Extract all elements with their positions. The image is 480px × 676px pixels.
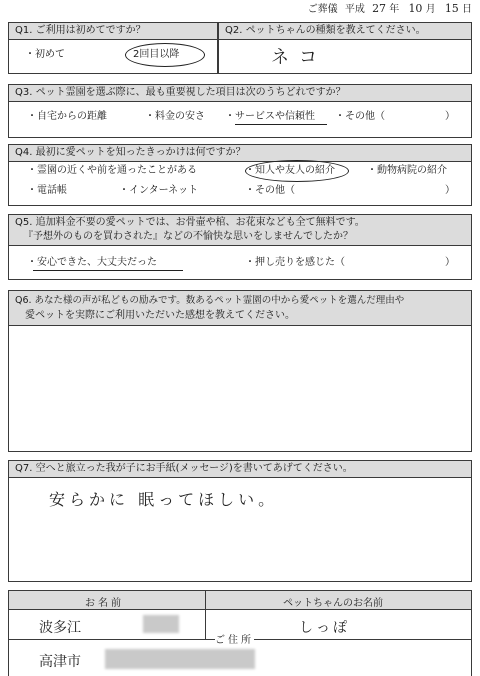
q4-box <box>8 144 472 206</box>
q6-label-line2: 愛ペットを実際にご利用いただいた感想を教えてください。 <box>25 310 295 321</box>
q1-box <box>8 22 218 74</box>
q2-box <box>218 22 472 74</box>
q1-selected-circle <box>125 43 205 67</box>
pet-name-value: しっぽ <box>299 620 350 636</box>
name-value: 波多江 <box>39 620 81 636</box>
date-month: 10 <box>408 2 423 15</box>
q4-option-internet[interactable]: ・インターネット <box>119 185 199 196</box>
footer-table <box>8 590 472 676</box>
q3-option-price[interactable]: ・料金の安さ <box>145 111 205 122</box>
q2-answer: ネコ <box>271 47 327 68</box>
q4-option-other[interactable]: ・その他（ <box>245 185 295 196</box>
q5-option-pushy-close: ） <box>445 257 455 268</box>
q4-option-vet[interactable]: ・動物病院の紹介 <box>367 165 447 176</box>
q1-option-repeat[interactable]: 2回目以降 <box>133 49 180 60</box>
footer-divider <box>205 591 206 639</box>
q3-option-other-close: ） <box>445 111 455 122</box>
q3-selected-underline <box>235 124 327 125</box>
q5-box <box>8 214 472 280</box>
q5-selected-underline <box>33 270 183 271</box>
address-value: 高津市 <box>39 654 81 670</box>
q7-label: Q7. 空へと旅立った我が子にお手紙(メッセージ)を書いてあげてください。 <box>15 463 353 474</box>
q6-label-line1: Q6. あなた様の声が私どもの励みです。数あるペット霊園の中から愛ペットを選んだ理由や <box>15 295 405 306</box>
q5-label-line2: 『予想外のものを買わされた』などの不愉快な思いをしませんでしたか？ <box>23 231 353 242</box>
name-redaction <box>143 615 179 633</box>
date-day: 15 <box>444 2 459 15</box>
q3-box <box>8 84 472 138</box>
q3-option-distance[interactable]: ・自宅からの距離 <box>27 111 107 122</box>
name-label: お名前 <box>85 598 124 609</box>
q3-option-service[interactable]: ・サービスや信頼性 <box>225 111 315 122</box>
q5-option-relieved[interactable]: ・安心できた、大丈夫だった <box>27 257 157 268</box>
q2-label: Q2. ペットちゃんの種類を教えてください。 <box>225 25 426 36</box>
footer-header <box>9 591 471 610</box>
q1-label: Q1. ご利用は初めてですか？ <box>15 25 146 36</box>
q4-option-phonebook[interactable]: ・電話帳 <box>27 185 67 196</box>
date-day-unit: 日 <box>462 4 472 15</box>
date-prefix: ご葬儀 <box>307 4 338 15</box>
q5-option-pushy[interactable]: ・押し売りを感じた（ <box>245 257 345 268</box>
date-year-unit: 年 <box>389 4 400 15</box>
q6-box <box>8 290 472 452</box>
q4-selected-circle <box>245 160 349 182</box>
q1-option-first[interactable]: ・初めて <box>25 49 65 60</box>
q4-label: Q4. 最初に愛ペットを知ったきっかけは何ですか？ <box>15 147 246 158</box>
address-redaction <box>105 649 255 669</box>
date-line <box>308 2 472 17</box>
q4-option-passed-by[interactable]: ・霊園の近くや前を通ったことがある <box>27 165 197 176</box>
q3-option-other[interactable]: ・その他（ <box>335 111 385 122</box>
q4-option-referral[interactable]: ・知人や友人の紹介 <box>245 165 335 176</box>
q7-answer: 安らかに 眠ってほしい。 <box>49 490 279 509</box>
q3-label: Q3. ペット霊園を選ぶ際に、最も重要視した項目は次のうちどれですか？ <box>15 87 346 98</box>
q5-label-line1: Q5. 追加料金不要の愛ペットでは、お骨壷や棺、お花束なども全て無料です。 <box>15 217 365 228</box>
date-year: 27 <box>372 2 387 15</box>
address-label: ご住所 <box>215 631 254 646</box>
date-era: 平成 <box>344 4 365 15</box>
q7-box <box>8 460 472 582</box>
date-month-unit: 月 <box>425 4 436 15</box>
pet-name-label: ペットちゃんのお名前 <box>283 598 383 609</box>
q4-option-other-close: ） <box>445 185 455 196</box>
